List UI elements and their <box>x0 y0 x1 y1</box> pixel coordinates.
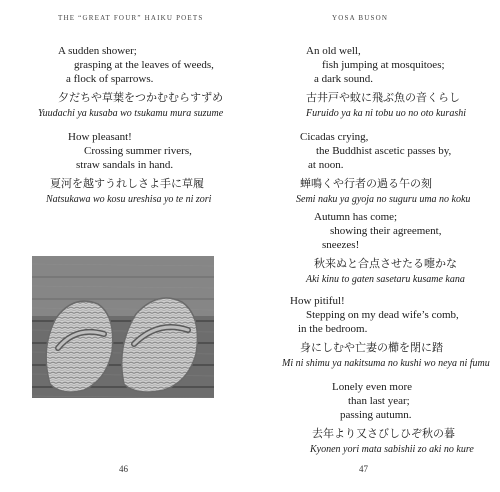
haiku-block <box>38 44 224 120</box>
haiku-romaji: Natsukawa wo kosu ureshisa yo te ni zori <box>46 194 212 205</box>
haiku-line: than last year; <box>348 395 410 407</box>
haiku-line: How pitiful! <box>290 295 345 307</box>
straw-sandals-photo <box>32 256 214 398</box>
haiku-line: fish jumping at mosquitoes; <box>322 59 445 71</box>
haiku-line: a dark sound. <box>314 73 373 85</box>
haiku-line: How pleasant! <box>68 131 132 143</box>
right-page <box>250 0 500 492</box>
haiku-japanese: 蝉鳴くや行者の過る午の刻 <box>300 177 432 190</box>
haiku-line: showing their agreement, <box>330 225 442 237</box>
haiku-line: passing autumn. <box>340 409 412 421</box>
right-running-head: YOSA BUSON <box>332 14 389 22</box>
haiku-line: sneezes! <box>322 239 360 251</box>
haiku-line: Lonely even more <box>332 381 413 393</box>
left-running-head: THE “GREAT FOUR” HAIKU POETS <box>58 14 204 22</box>
haiku-line: grasping at the leaves of weeds, <box>74 59 214 71</box>
haiku-romaji: Mi ni shimu ya nakitsuma no kushi wo neya ni fumu <box>282 358 490 369</box>
haiku-block <box>306 210 465 286</box>
haiku-line: a flock of sparrows. <box>66 73 154 85</box>
haiku-line: Crossing summer rivers, <box>84 145 192 157</box>
haiku-japanese: 古井戸や蚊に飛ぶ魚の音くらし <box>306 91 460 104</box>
haiku-line: An old well, <box>306 45 361 57</box>
haiku-japanese: 夕だちや草葉をつかむむらすずめ <box>58 91 224 104</box>
haiku-line: Autumn has come; <box>314 211 398 223</box>
haiku-romaji: Furuido ya ka ni tobu uo no oto kurashi <box>306 108 466 119</box>
haiku-japanese: 秋来ぬと合点させたる嚏かな <box>314 257 457 270</box>
haiku-japanese: 去年より又さびしひぞ秋の暮 <box>312 427 455 440</box>
haiku-japanese: 夏河を越すうれしさよ手に草履 <box>50 177 204 190</box>
haiku-block <box>310 380 474 456</box>
haiku-line: the Buddhist ascetic passes by, <box>316 145 452 157</box>
haiku-line: A sudden shower; <box>58 45 137 57</box>
haiku-line: in the bedroom. <box>298 323 368 335</box>
haiku-block <box>306 44 466 120</box>
haiku-romaji: Semi naku ya gyoja no suguru uma no koku <box>296 194 471 205</box>
haiku-block <box>296 130 471 206</box>
haiku-line: Stepping on my dead wife’s comb, <box>306 309 459 321</box>
haiku-japanese: 身にしむや亡妻の櫛を閉に踏 <box>300 341 443 354</box>
haiku-block <box>46 130 212 206</box>
left-page-number: 46 <box>119 464 128 474</box>
haiku-line: straw sandals in hand. <box>76 159 174 171</box>
haiku-block <box>282 294 490 370</box>
haiku-line: at noon. <box>308 159 344 171</box>
haiku-line: Cicadas crying, <box>300 131 369 143</box>
right-page-number: 47 <box>359 464 368 474</box>
haiku-romaji: Kyonen yori mata sabishii zo aki no kure <box>310 444 474 455</box>
haiku-romaji: Aki kinu to gaten sasetaru kusame kana <box>306 274 465 285</box>
haiku-romaji: Yuudachi ya kusaba wo tsukamu mura suzume <box>38 108 224 119</box>
